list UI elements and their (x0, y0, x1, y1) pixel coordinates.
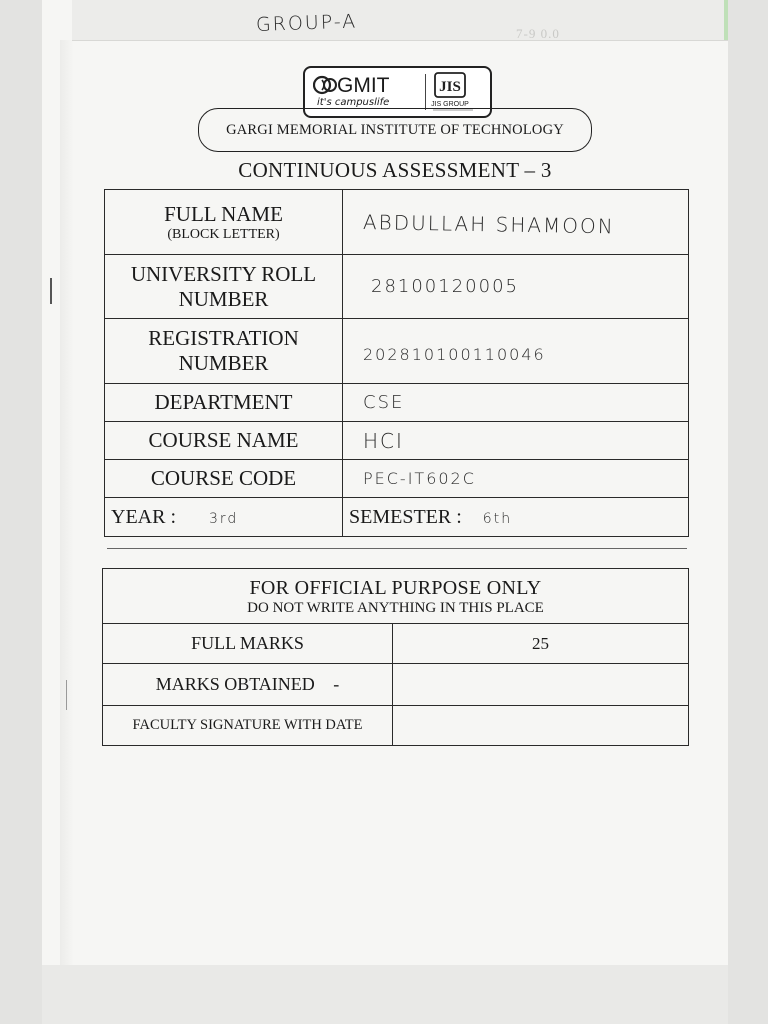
assessment-title: CONTINUOUS ASSESSMENT – 3 (238, 158, 552, 182)
official-use-table (102, 568, 689, 746)
official-title: FOR OFFICIAL PURPOSE ONLY (249, 577, 542, 599)
table-row (105, 190, 689, 255)
table-row (103, 706, 689, 746)
year-label: YEAR : (111, 505, 176, 528)
table-row (105, 460, 689, 498)
full-marks-value: 25 (532, 633, 549, 653)
semester-value: 6th (482, 510, 513, 527)
table-row (103, 569, 689, 624)
student-details-table (104, 189, 689, 537)
full-marks-label: FULL MARKS (191, 633, 304, 653)
green-page-edge (724, 0, 728, 40)
roll-label-line1: UNIVERSITY ROLL (130, 261, 317, 286)
marks-obtained-label-cell (103, 664, 393, 706)
full-name-value-cell[interactable] (343, 190, 689, 255)
table-row (105, 384, 689, 422)
registration-number-value: 202810100110046 (363, 345, 546, 364)
block-letter-note: (BLOCK LETTER) (167, 226, 280, 242)
department-label-cell (105, 384, 343, 422)
course-code-value-cell[interactable] (343, 460, 689, 498)
table-row (105, 422, 689, 460)
faculty-signature-label-cell (103, 706, 393, 746)
table-row (105, 319, 689, 384)
department-value-cell[interactable] (343, 384, 689, 422)
registration-value-cell[interactable] (343, 319, 689, 384)
table-row (105, 498, 689, 537)
official-subtitle: DO NOT WRITE ANYTHING IN THIS PLACE (247, 600, 544, 616)
torn-top-strip (72, 0, 728, 41)
svg-text:JIS GROUP: JIS GROUP (431, 101, 469, 108)
year-value: 3rd (209, 510, 239, 527)
course-name-label-cell (105, 422, 343, 460)
official-header-cell (103, 569, 689, 624)
course-code-label: COURSE CODE (150, 466, 297, 490)
semester-cell[interactable] (343, 498, 689, 537)
margin-mark (50, 278, 52, 304)
roll-number-value: 28100120005 (371, 276, 519, 297)
course-name-value-cell[interactable] (343, 422, 689, 460)
faded-stamp-mark: 7-9 0.0 (516, 26, 560, 41)
full-name-label-cell (105, 190, 343, 255)
full-marks-label-cell (103, 624, 393, 664)
bottom-page-shade (42, 965, 728, 1024)
course-name-label: COURSE NAME (148, 428, 299, 452)
roll-value-cell[interactable] (343, 255, 689, 319)
registration-label-line1: REGISTRATION (148, 326, 299, 350)
year-cell[interactable] (105, 498, 343, 537)
semester-label: SEMESTER : (349, 505, 462, 528)
course-code-value: PEC-IT602C (363, 468, 476, 488)
roll-label-line2: NUMBER (178, 286, 269, 311)
registration-label-line2: NUMBER (178, 351, 269, 375)
margin-mark (66, 680, 67, 710)
gmit-wordmark: GMIT (337, 74, 390, 97)
gmit-logo (311, 72, 421, 112)
section-divider (107, 548, 687, 549)
marks-obtained-value-cell[interactable] (393, 664, 689, 706)
marks-obtained-dash: - (333, 674, 340, 694)
full-marks-value-cell (393, 624, 689, 664)
college-name: GARGI MEMORIAL INSTITUTE OF TECHNOLOGY (198, 108, 592, 152)
table-row (103, 624, 689, 664)
faculty-signature-value-cell[interactable] (393, 706, 689, 746)
roll-label-cell (105, 255, 343, 319)
table-row (103, 664, 689, 706)
svg-text:JIS: JIS (439, 79, 461, 95)
faculty-signature-label: FACULTY SIGNATURE WITH DATE (132, 717, 363, 733)
course-name-value: HCI (363, 428, 404, 453)
registration-label-cell (105, 319, 343, 384)
department-label: DEPARTMENT (154, 390, 293, 414)
gmit-swirl-icon (313, 74, 339, 96)
marks-obtained-label: MARKS OBTAINED (155, 674, 315, 694)
gmit-tagline: it's campuslife (317, 97, 390, 108)
department-value: CSE (363, 392, 405, 413)
full-name-label: FULL NAME (164, 201, 283, 226)
logo-divider (425, 74, 426, 110)
table-row (105, 255, 689, 319)
group-label: GROUP-A (255, 10, 358, 36)
course-code-label-cell (105, 460, 343, 498)
full-name-value: ABDULLAH SHAMOON (362, 210, 615, 239)
page-edge-shadow (60, 40, 74, 1000)
